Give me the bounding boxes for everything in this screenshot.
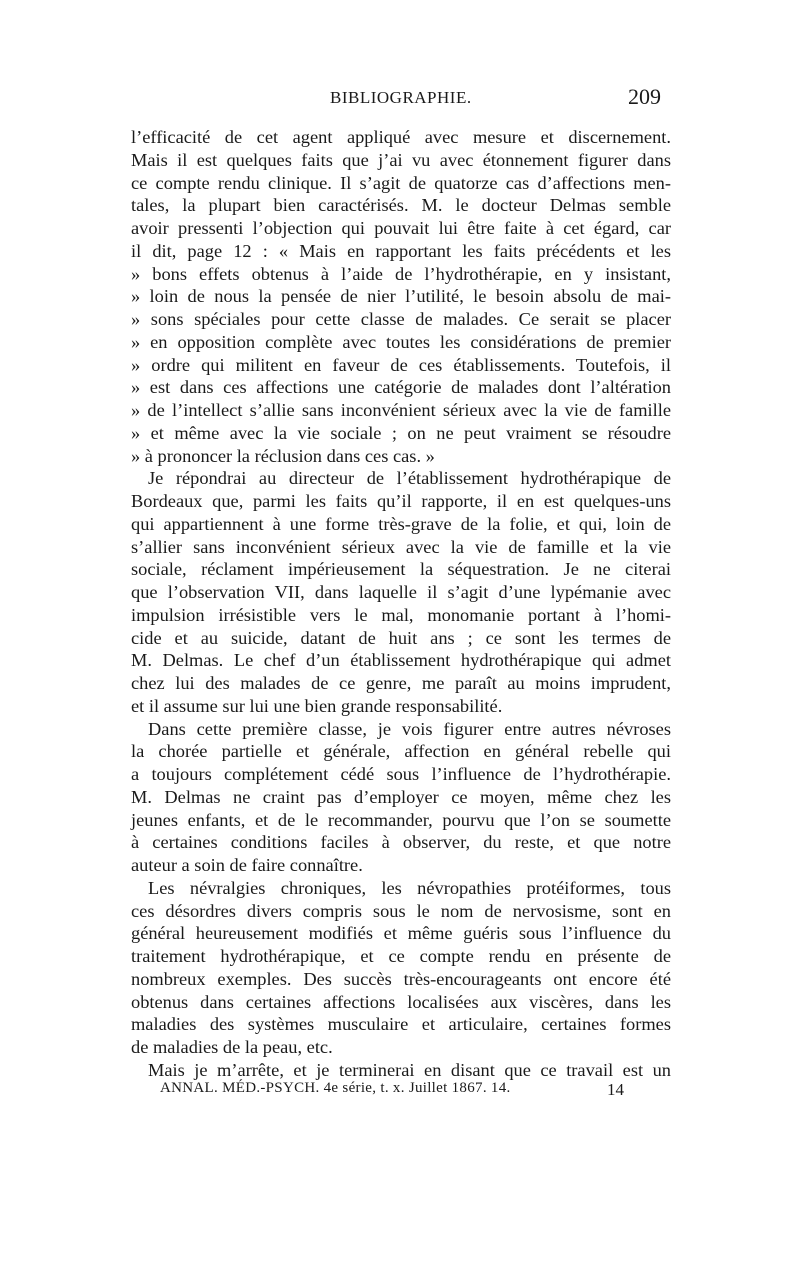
text-line: Dans cette première classe, je vois figurer entre autres névroses (148, 718, 671, 739)
text-line: » sons spéciales pour cette classe de malades. Ce serait se placer (131, 309, 671, 329)
text-line: à certaines conditions faciles à observer, du reste, et que notre (131, 832, 671, 853)
text-line: tales, la plupart bien caractérisés. M. le docteur Delmas semble (131, 195, 671, 216)
text-line: Mais je m’arrête, et je terminerai en disant que ce travail est un (148, 1059, 671, 1080)
text-line: la chorée partielle et générale, affection en général rebelle qui (131, 741, 671, 762)
text-line: » bons effets obtenus à l’aide de l’hydrothérapie, en y insistant, (131, 263, 671, 284)
text-line: obtenus dans certaines affections localisées aux viscères, dans les (131, 991, 671, 1012)
body-text (131, 126, 671, 1082)
running-header (0, 84, 800, 118)
text-line: qui appartiennent à une forme très-grave de la folie, et qui, loin de (131, 513, 671, 534)
page-number: 209 (628, 84, 661, 109)
text-line: auteur a soin de faire connaître. (131, 855, 363, 875)
text-line: maladies des systèmes musculaire et articulaire, certaines formes (131, 1014, 671, 1035)
text-line: » à prononcer la réclusion dans ces cas. » (131, 445, 435, 466)
text-line: ces désordres divers compris sous le nom de nervosisme, sont en (131, 900, 671, 921)
text-line: Les névralgies chroniques, les névropathies protéiformes, tous (148, 877, 671, 898)
text-line: » de l’intellect s’allie sans inconvénient sérieux avec la vie de famille (131, 400, 671, 420)
text-line: sociale, réclament impérieusement la séquestration. Je ne citerai (131, 559, 671, 580)
text-line: s’allier sans inconvénient sérieux avec la vie de famille et la vie (131, 536, 671, 557)
running-title: BIBLIOGRAPHIE. (330, 88, 472, 107)
signature-footer (160, 1080, 660, 1104)
text-line: général heureusement modifiés et même guéris sous l’influence du (131, 923, 671, 944)
journal-citation: ANNAL. MÉD.-PSYCH. 4e série, t. x. Juillet 1867. 14. (160, 1080, 511, 1096)
text-line: » ordre qui militent en faveur de ces établissements. Toutefois, il (131, 354, 671, 375)
text-line: » et même avec la vie sociale ; on ne peut vraiment se résoudre (131, 422, 671, 443)
text-line: a toujours complétement cédé sous l’influence de l’hydrothérapie. (131, 764, 671, 784)
text-line: cide et au suicide, datant de huit ans ; ce sont les termes de (131, 627, 671, 648)
text-line: il dit, page 12 : « Mais en rapportant les faits précédents et les (131, 240, 671, 261)
text-line: avoir pressenti l’objection qui pouvait lui être faite à cet égard, car (131, 218, 671, 238)
text-line: impulsion irrésistible vers le mal, monomanie portant à l’homi- (131, 604, 671, 625)
text-line: M. Delmas. Le chef d’un établissement hydrothérapique qui admet (131, 650, 671, 671)
text-line: jeunes enfants, et de le recommander, pourvu que l’on se soumette (131, 809, 671, 830)
text-line: Je répondrai au directeur de l’établissement hydrothérapique de (148, 468, 671, 489)
text-line: » loin de nous la pensée de nier l’utilité, le besoin absolu de mai- (131, 286, 671, 307)
text-line: et il assume sur lui une bien grande responsabilité. (131, 695, 503, 716)
text-line: Mais il est quelques faits que j’ai vu avec étonnement figurer dans (131, 149, 671, 170)
text-line: M. Delmas ne craint pas d’employer ce moyen, même chez les (131, 786, 671, 807)
text-line: » en opposition complète avec toutes les considérations de premier (131, 331, 671, 352)
text-line: nombreux exemples. Des succès très-encourageants ont encore été (131, 968, 671, 989)
text-line: l’efficacité de cet agent appliqué avec mesure et discernement. (131, 127, 671, 147)
text-line: traitement hydrothérapique, et ce compte rendu en présente de (131, 946, 671, 966)
text-line: de maladies de la peau, etc. (131, 1037, 333, 1057)
text-line: » est dans ces affections une catégorie de malades dont l’altération (131, 377, 671, 398)
signature-mark: 14 (607, 1080, 624, 1099)
text-line: chez lui des malades de ce genre, me paraît au moins imprudent, (131, 673, 671, 693)
text-line: ce compte rendu clinique. Il s’agit de quatorze cas d’affections men- (131, 172, 671, 193)
text-line: Bordeaux que, parmi les faits qu’il rapporte, il en est quelques-uns (131, 491, 671, 511)
text-line: que l’observation VII, dans laquelle il s’agit d’une lypémanie avec (131, 582, 671, 602)
